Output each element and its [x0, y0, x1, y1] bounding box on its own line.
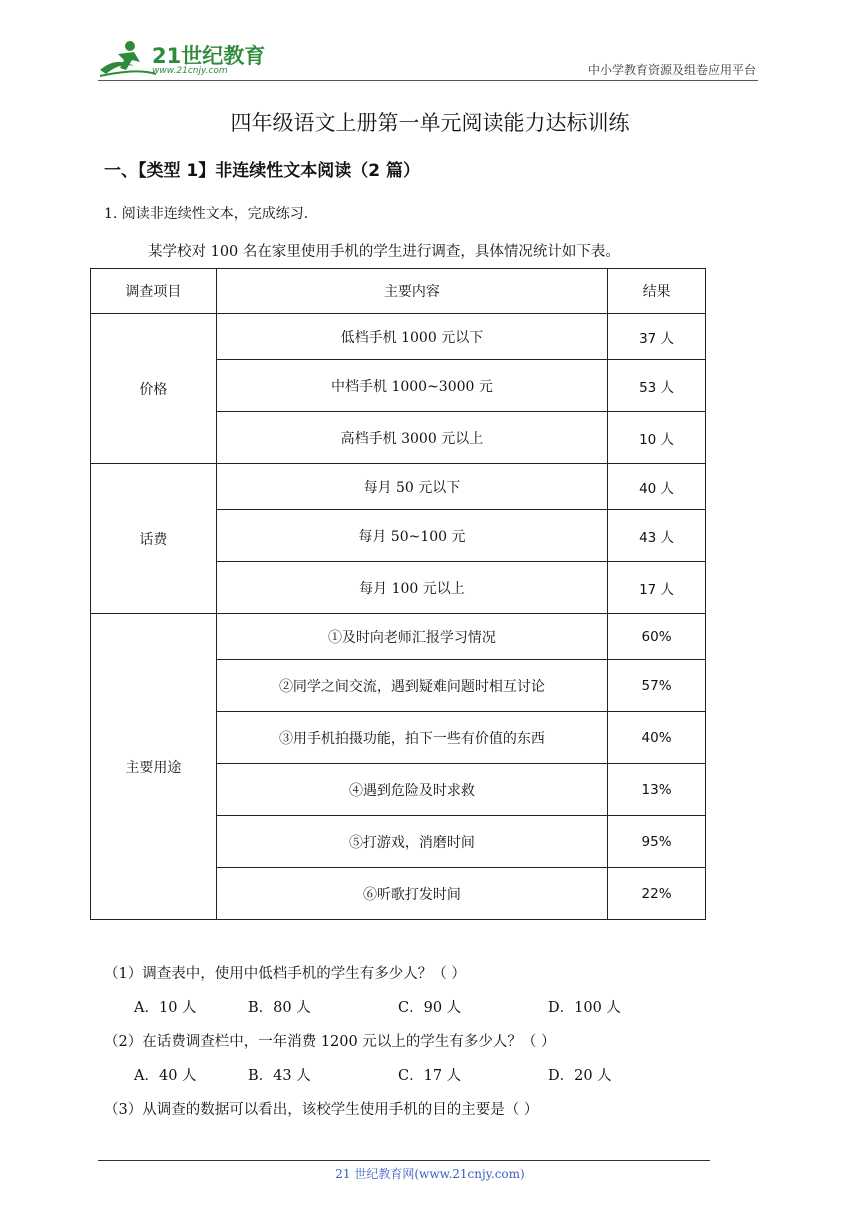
category-cell: 主要用途: [91, 614, 217, 920]
option-c[interactable]: C．90 人: [398, 1000, 462, 1016]
content-cell: ⑥听歌打发时间: [216, 868, 607, 920]
header-cell: 调查项目: [91, 269, 217, 314]
section-heading: 一、【类型 1】非连续性文本阅读（2 篇）: [104, 161, 420, 181]
content-cell: ⑤打游戏，消磨时间: [216, 816, 607, 868]
content-cell: 每月 100 元以上: [216, 562, 607, 614]
result-cell: 40 人: [608, 464, 706, 510]
survey-table: [90, 268, 706, 920]
content-cell: ③用手机拍摄功能，拍下一些有价值的东西: [216, 712, 607, 764]
table-row: [91, 314, 706, 360]
content-cell: 中档手机 1000~3000 元: [216, 360, 607, 412]
result-cell: 17 人: [608, 562, 706, 614]
document-title: 四年级语文上册第一单元阅读能力达标训练: [230, 111, 630, 135]
result-cell: 43 人: [608, 510, 706, 562]
result-cell: 53 人: [608, 360, 706, 412]
logo-url: www.21cnjy.com: [152, 66, 228, 76]
content-cell: 每月 50~100 元: [216, 510, 607, 562]
table-row: [91, 464, 706, 510]
header-cell: 主要内容: [216, 269, 607, 314]
option-a[interactable]: A．10 人: [134, 1000, 197, 1016]
result-cell: 37 人: [608, 314, 706, 360]
question-2: （2）在话费调查栏中，一年消费 1200 元以上的学生有多少人？（ ）: [104, 1034, 556, 1050]
table-row: [91, 614, 706, 660]
option-c[interactable]: C．17 人: [398, 1068, 462, 1084]
footer-divider: [98, 1160, 710, 1161]
table-header-row: [91, 269, 706, 314]
header-cell: 结果: [608, 269, 706, 314]
question-1: （1）调查表中，使用中低档手机的学生有多少人？（ ）: [104, 966, 466, 982]
content-cell: ①及时向老师汇报学习情况: [216, 614, 607, 660]
category-cell: 话费: [91, 464, 217, 614]
content-cell: ④遇到危险及时求救: [216, 764, 607, 816]
result-cell: 60%: [608, 614, 706, 660]
option-b[interactable]: B．80 人: [248, 1000, 311, 1016]
logo-text: 21世纪教育: [152, 44, 266, 68]
result-cell: 57%: [608, 660, 706, 712]
footer-link[interactable]: 21 世纪教育网(www.21cnjy.com): [335, 1167, 525, 1181]
result-cell: 22%: [608, 868, 706, 920]
result-cell: 95%: [608, 816, 706, 868]
content-cell: 低档手机 1000 元以下: [216, 314, 607, 360]
header-divider: [98, 80, 758, 81]
result-cell: 40%: [608, 712, 706, 764]
question-3: （3）从调查的数据可以看出，该校学生使用手机的目的主要是（ ）: [104, 1102, 539, 1118]
content-cell: ②同学之间交流，遇到疑难问题时相互讨论: [216, 660, 607, 712]
site-name: 中小学教育资源及组卷应用平台: [587, 63, 756, 77]
option-d[interactable]: D．20 人: [548, 1068, 612, 1084]
option-a[interactable]: A．40 人: [134, 1068, 197, 1084]
table-caption: 某学校对 100 名在家里使用手机的学生进行调查，具体情况统计如下表。: [148, 244, 620, 260]
result-cell: 13%: [608, 764, 706, 816]
option-b[interactable]: B．43 人: [248, 1068, 311, 1084]
content-cell: 高档手机 3000 元以上: [216, 412, 607, 464]
category-cell: 价格: [91, 314, 217, 464]
question-intro: 1. 阅读非连续性文本，完成练习.: [104, 206, 309, 222]
option-d[interactable]: D．100 人: [548, 1000, 621, 1016]
content-cell: 每月 50 元以下: [216, 464, 607, 510]
result-cell: 10 人: [608, 412, 706, 464]
